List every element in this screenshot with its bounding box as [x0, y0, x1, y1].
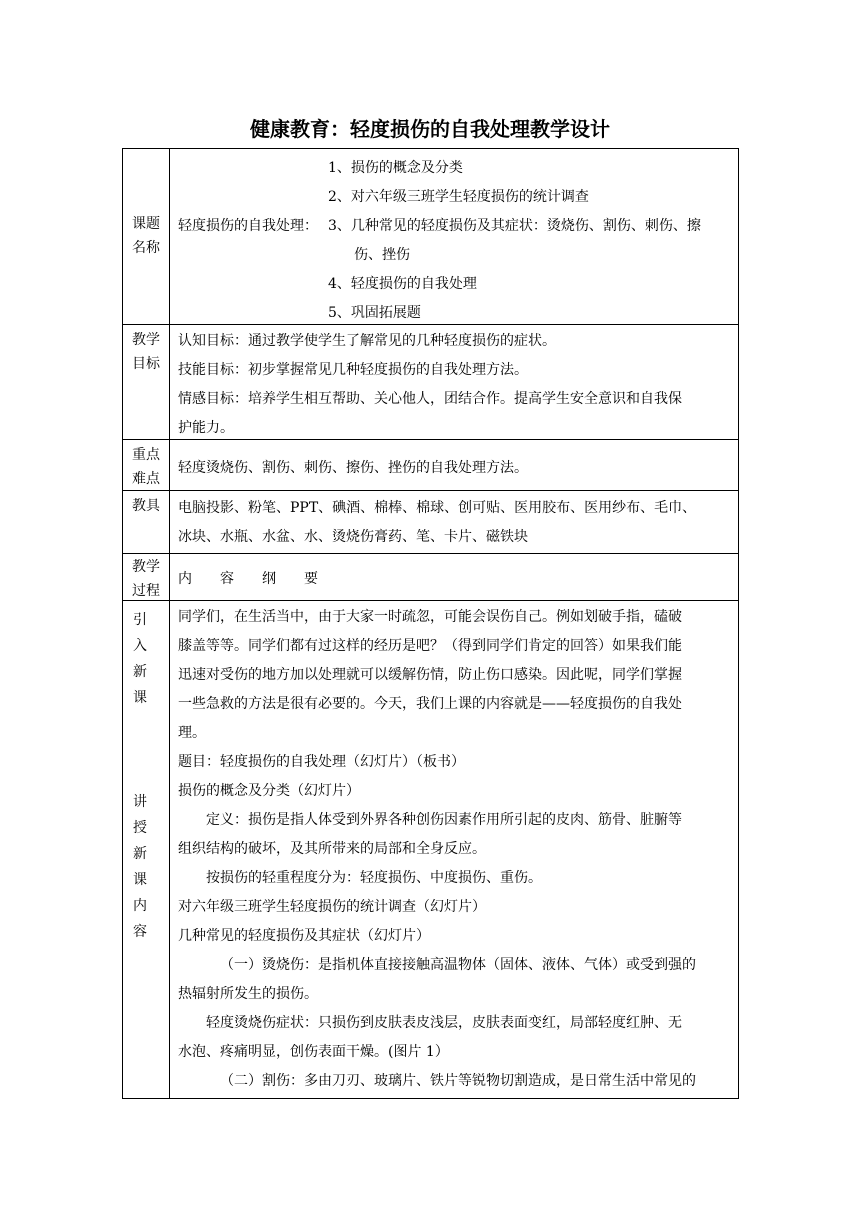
key-label: [124, 443, 168, 491]
topic-label-line: 课题: [132, 216, 160, 232]
intro-label-char: 引: [133, 612, 147, 628]
tools-label: [124, 494, 168, 518]
goals-label: [124, 328, 168, 376]
process-label: [124, 555, 168, 603]
body-line: 组织结构的破坏，及其所带来的局部和全身反应。: [178, 841, 486, 857]
body-line: 轻度烫烧伤症状：只损伤到皮肤表皮浅层，皮肤表面变红，局部轻度红肿、无: [206, 1015, 682, 1031]
process-label-line: 过程: [132, 583, 160, 599]
body-line: 理。: [178, 725, 206, 741]
goal-line: 情感目标：培养学生相互帮助、关心他人，团结合作。提高学生安全意识和自我保: [178, 391, 682, 407]
body-line: 膝盖等等。同学们都有过这样的经历是吧？（得到同学们肯定的回答）如果我们能: [178, 638, 682, 654]
body-line: 水泡、疼痛明显，创伤表面干燥。(图片 1）: [178, 1044, 449, 1060]
tools-content: [178, 494, 696, 552]
goals-label-line: 教学: [132, 332, 160, 348]
goals-label-line: 目标: [132, 356, 160, 372]
goal-line: 护能力。: [178, 420, 234, 436]
topic-item: 伤、挫伤: [354, 247, 410, 263]
main-label-char: 讲: [133, 794, 147, 810]
topic-item: 1、损伤的概念及分类: [328, 160, 463, 176]
tools-label-line: 教具: [132, 498, 160, 514]
body-line: 一些急救的方法是很有必要的。今天，我们上课的内容就是——轻度损伤的自我处: [178, 696, 682, 712]
body-line: 迅速对受伤的地方加以处理就可以缓解伤情，防止伤口感染。因此呢，同学们掌握: [178, 667, 682, 683]
main-label-char: 新: [133, 846, 147, 862]
main-label-char: 容: [133, 924, 147, 940]
body-line: 定义：损伤是指人体受到外界各种创伤因素作用所引起的皮肉、筋骨、脏腑等: [206, 812, 682, 828]
key-label-line: 难点: [132, 471, 160, 487]
intro-label-char: 入: [133, 638, 147, 654]
topic-item: 5、巩固拓展题: [328, 305, 421, 321]
column-divider: [169, 148, 170, 1099]
intro-label: [132, 607, 148, 711]
body-line: 按损伤的轻重程度分为：轻度损伤、中度损伤、重伤。: [206, 870, 542, 886]
topic-label: [124, 212, 168, 260]
body-line: （一）烫烧伤：是指机体直接接触高温物体（固体、液体、气体）或受到强的: [220, 957, 696, 973]
goal-line: 认知目标：通过教学使学生了解常见的几种轻度损伤的症状。: [178, 333, 556, 349]
row-divider: [122, 490, 739, 491]
body-line: 题目：轻度损伤的自我处理（幻灯片）（板书）: [178, 754, 465, 770]
body-line: 损伤的概念及分类（幻灯片）: [178, 783, 360, 799]
process-label-line: 教学: [132, 559, 160, 575]
topic-list: [328, 154, 701, 328]
body-line: 热辐射所发生的损伤。: [178, 986, 318, 1002]
main-label-char: 内: [133, 898, 147, 914]
row-divider: [122, 553, 739, 554]
page-title: 健康教育：轻度损伤的自我处理教学设计: [250, 117, 610, 141]
body-line: 对六年级三班学生轻度损伤的统计调查（幻灯片）: [178, 899, 486, 915]
topic-label-line: 名称: [132, 240, 160, 256]
main-label-char: 课: [133, 872, 147, 888]
main-label-char: 授: [133, 820, 147, 836]
lesson-body: [178, 603, 696, 1096]
goal-line: 技能目标：初步掌握常见几种轻度损伤的自我处理方法。: [178, 362, 528, 378]
body-line: （二）割伤：多由刀刃、玻璃片、铁片等锐物切割造成，是日常生活中常见的: [220, 1073, 696, 1089]
goals-content: [178, 327, 682, 443]
topic-prefix: 轻度损伤的自我处理：: [178, 218, 318, 234]
row-divider: [122, 600, 739, 601]
intro-label-char: 新: [133, 664, 147, 680]
key-label-line: 重点: [132, 447, 160, 463]
topic-item: 4、轻度损伤的自我处理: [328, 276, 477, 292]
body-line: 几种常见的轻度损伤及其症状（幻灯片）: [178, 928, 430, 944]
topic-item: 3、几种常见的轻度损伤及其症状：烫烧伤、割伤、刺伤、擦: [328, 218, 701, 234]
topic-item: 2、对六年级三班学生轻度损伤的统计调查: [328, 189, 589, 205]
main-label: [132, 789, 148, 945]
tools-line: 电脑投影、粉笔、PPT、碘酒、棉棒、棉球、创可贴、医用胶布、医用纱布、毛巾、: [178, 500, 697, 516]
intro-label-char: 课: [133, 690, 147, 706]
process-header: 内 容 纲 要: [178, 571, 318, 587]
key-content: 轻度烫烧伤、割伤、刺伤、擦伤、挫伤的自我处理方法。: [178, 460, 528, 476]
body-line: 同学们，在生活当中，由于大家一时疏忽，可能会误伤自己。例如划破手指，磕破: [178, 609, 682, 625]
tools-line: 冰块、水瓶、水盆、水、烫烧伤膏药、笔、卡片、磁铁块: [178, 529, 528, 545]
